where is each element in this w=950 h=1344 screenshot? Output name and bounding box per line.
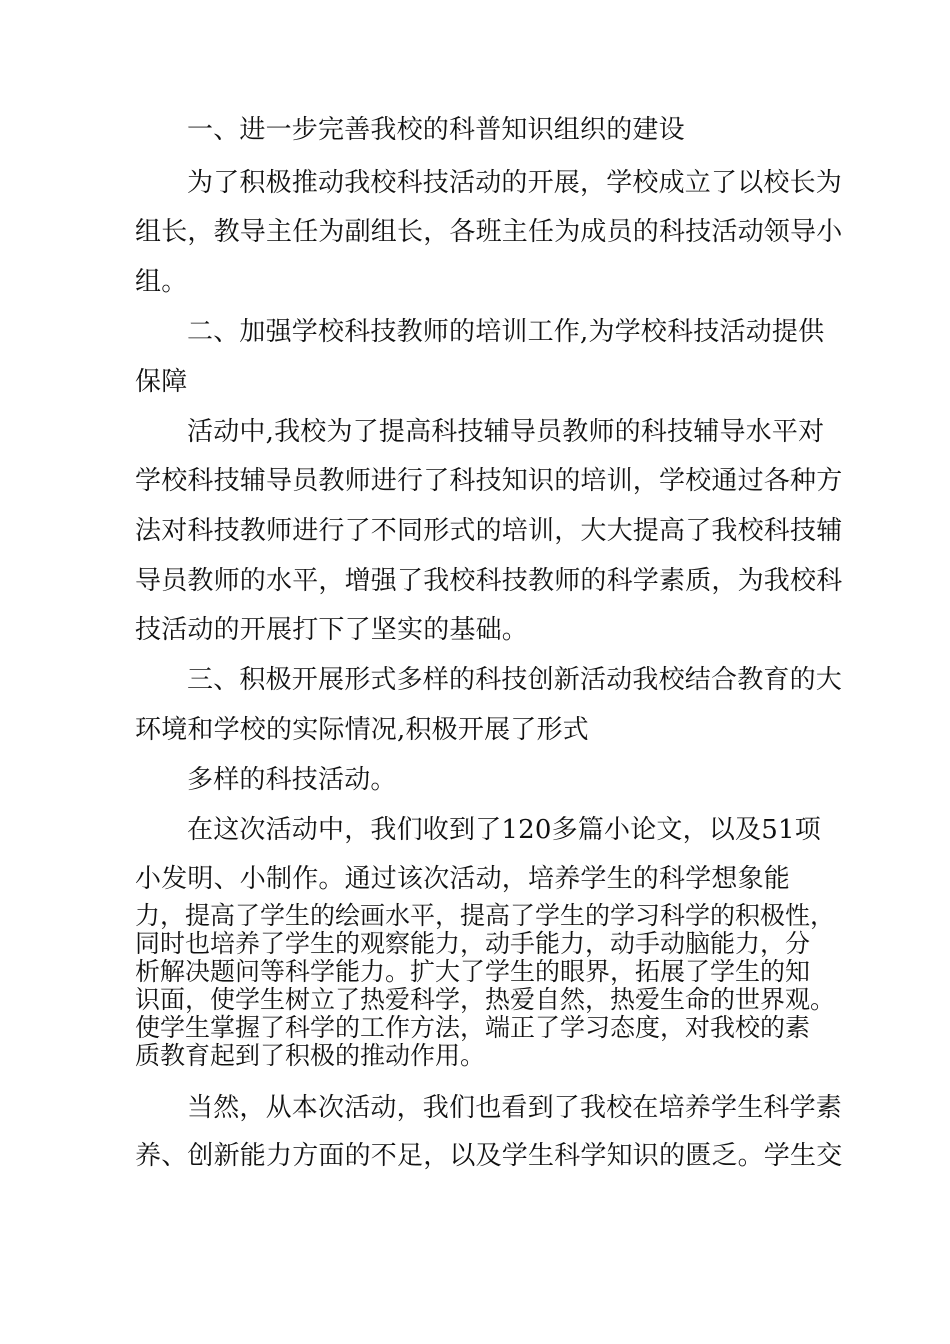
paragraph-line: 使学生掌握了科学的工作方法，端正了学习态度，对我校的素 (135, 1013, 811, 1042)
paragraph-line: 小发明、小制作。通过该次活动，培养学生的科学想象能 (135, 864, 791, 894)
paragraph-line: 活动中,我校为了提高科技辅导员教师的科技辅导水平对 (187, 417, 825, 447)
section-heading-3: 三、积极开展形式多样的科技创新活动我校结合教育的大 (187, 665, 843, 695)
paragraph-line: 在这次活动中，我们收到了120多篇小论文，以及51项 (187, 815, 821, 845)
paragraph-line: 质教育起到了积极的推动作用。 (135, 1041, 486, 1070)
paragraph-line: 法对科技教师进行了不同形式的培训，大大提高了我校科技辅 (135, 516, 843, 546)
section-heading-1: 一、进一步完善我校的科普知识组织的建设 (187, 115, 685, 145)
paragraph-line: 析解决题问等科学能力。扩大了学生的眼界，拓展了学生的知 (135, 957, 811, 986)
paragraph-line: 多样的科技活动。 (187, 765, 397, 795)
paragraph-line: 组长，教导主任为副组长，各班主任为成员的科技活动领导小 (135, 217, 843, 247)
paragraph-line: 养、创新能力方面的不足，以及学生科学知识的匮乏。学生交 (135, 1141, 843, 1171)
paragraph-line: 学校科技辅导员教师进行了科技知识的培训，学校通过各种方 (135, 466, 843, 496)
paragraph-line: 识面，使学生树立了热爱科学，热爱自然，热爱生命的世界观。 (135, 985, 836, 1014)
section-heading-2: 二、加强学校科技教师的培训工作,为学校科技活动提供 (187, 317, 825, 347)
section-heading-3-continued: 环境和学校的实际情况,积极开展了形式 (135, 715, 589, 745)
paragraph-line: 同时也培养了学生的观察能力，动手能力，动手动脑能力，分 (135, 929, 811, 958)
paragraph-line: 导员教师的水平，增强了我校科技教师的科学素质，为我校科 (135, 566, 843, 596)
section-heading-2-continued: 保障 (135, 367, 188, 397)
paragraph-line: 为了积极推动我校科技活动的开展，学校成立了以校长为 (187, 168, 843, 198)
paragraph-line: 组。 (135, 267, 188, 297)
paragraph-line: 技活动的开展打下了坚实的基础。 (135, 615, 529, 645)
paragraph-line: 力，提高了学生的绘画水平，提高了学生的学习科学的积极性， (135, 901, 836, 930)
paragraph-line: 当然，从本次活动，我们也看到了我校在培养学生科学素 (187, 1093, 843, 1123)
